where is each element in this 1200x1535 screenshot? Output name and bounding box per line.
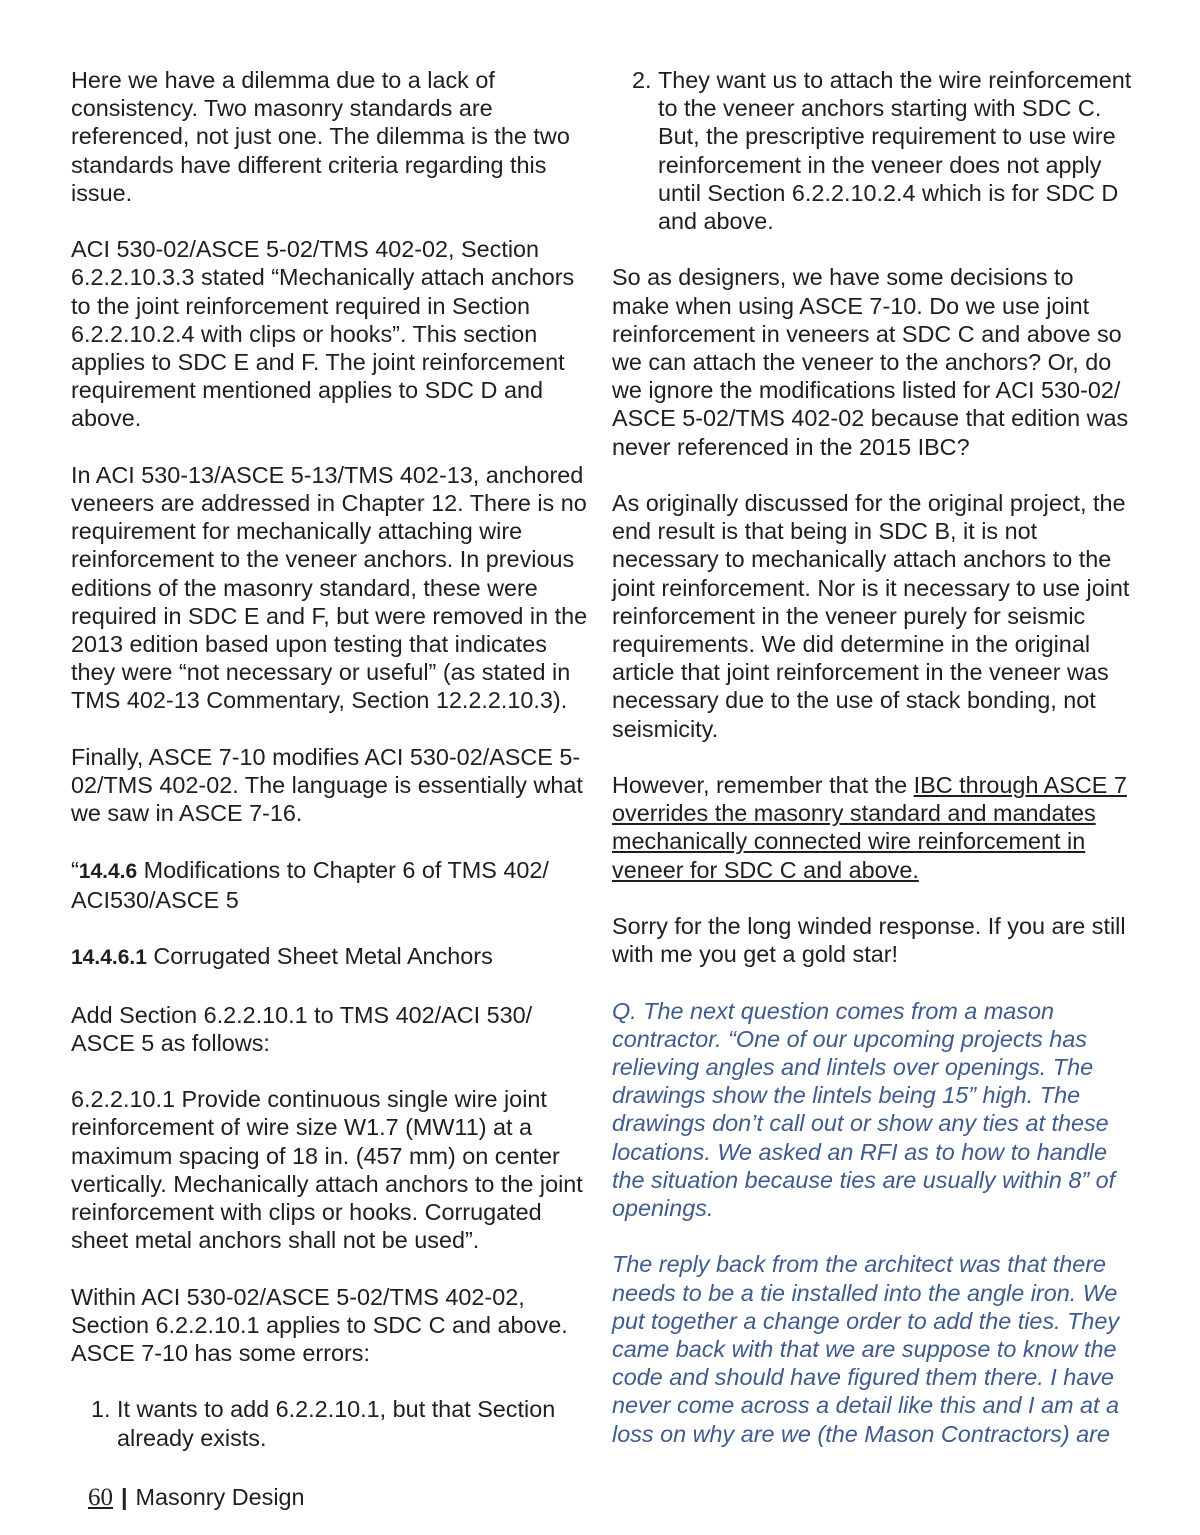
- section-number-14-4-6: 14.4.6: [78, 859, 138, 883]
- question-paragraph-2: The reply back from the architect was that there needs to be a tie installed into the angle iron. We put together a change order to add the ties. They came back with that we are suppose to know the code and should have figured them there. I have never come across a detail like this and I am at a loss on why are we (the Mason Contractors) are: [612, 1251, 1120, 1447]
- errors-list-part-1: [71, 1395, 593, 1451]
- paragraph-6-2-2-10-1: 6.2.2.10.1 Provide continuous single wire joint reinforcement of wire size W1.7 (MW11) at a maximum spacing of 18 in. (457 mm) on center vertically. Mechanically attach anchors to the joint reinforcement with clips or hooks. Corrugated sheet metal anchors shall not be used”.: [71, 1086, 583, 1254]
- section-title-14-4-6-1: Corrugated Sheet Metal Anchors: [146, 943, 493, 970]
- list-item: 2. They want us to attach the wire reinforcement to the veneer anchors starting with SDC C. But, the prescriptive requirement to use wire reinforcement in the veneer does not apply until Section 6.2.2.10.2.4 which is for SDC D and above.: [658, 66, 1134, 235]
- footer-separator: |: [121, 1484, 128, 1510]
- paragraph-ibc-overrides: [612, 771, 1134, 884]
- opening-quote: “: [71, 856, 79, 883]
- paragraph-asce-7-10: Finally, ASCE 7-10 modifies ACI 530-02/ASCE 5-02/TMS 402-02. The language is essentially what we saw in ASCE 7-16.: [71, 743, 583, 827]
- paragraph-add-section: Add Section 6.2.2.10.1 to TMS 402/ACI 530/ ASCE 5 as follows:: [71, 1001, 533, 1056]
- paragraph-designers-decisions: So as designers, we have some decisions to make when using ASCE 7-10. Do we use joint reinforcement in veneers at SDC C and above so we can attach the veneer to the anchors? Or, do we ignore the modifications listed for ACI 530-02/ ASCE 5-02/TMS 402-02 because that edition was never referenced in the 2015 IBC?: [612, 264, 1129, 460]
- paragraph-within-aci: Within ACI 530-02/ASCE 5-02/TMS 402-02, Section 6.2.2.10.1 applies to SDC C and above. ASCE 7-10 has some errors:: [71, 1283, 568, 1367]
- paragraph-gold-star: Sorry for the long winded response. If you are still with me you get a gold star!: [612, 913, 1126, 968]
- publication-name: Masonry Design: [135, 1484, 305, 1510]
- paragraph-aci-530-02: ACI 530-02/ASCE 5-02/TMS 402-02, Section 6.2.2.10.3.3 stated “Mechanically attach anchors to the joint reinforcement required in Section 6.2.2.10.2.4 with clips or hooks”. This section applies to SDC E and F. The joint reinforcement requirement mentioned applies to SDC D and above.: [71, 236, 575, 432]
- ibc-underlined-text: IBC through ASCE 7 overrides the masonry standard and mandates mechanically connected wire reinforcement in veneer for SDC C and above.: [612, 772, 1127, 883]
- errors-list-part-2: [612, 66, 1134, 235]
- left-column: [71, 66, 593, 1452]
- paragraph-section-14-4-6: [71, 856, 593, 914]
- paragraph-original-project: As originally discussed for the original project, the end result is that being in SDC B, it is not necessary to mechanically attach anchors to the joint reinforcement. Nor is it necessary to use joint reinforcement in the veneer purely for seismic requirements. We did determine in the original article that joint reinforcement in the veneer was necessary due to the use of stack bonding, not seismicity.: [612, 490, 1130, 742]
- page-footer: [88, 1482, 305, 1513]
- question-paragraph-1: Q. The next question comes from a mason contractor. “One of our upcoming projects has relieving angles and lintels over openings. The drawings show the lintels being 15” high. The drawings don’t call out or show any ties at these locations. We asked an RFI as to how to handle the situation because ties are usually within 8” of openings.: [612, 997, 1116, 1222]
- ibc-lead-text: However, remember that the: [612, 772, 914, 799]
- page-number: 60: [88, 1484, 113, 1511]
- paragraph-dilemma: Here we have a dilemma due to a lack of consistency. Two masonry standards are referenced, not just one. The dilemma is the two standards have different criteria regarding this issue.: [71, 67, 570, 206]
- right-column: [612, 66, 1134, 1476]
- section-number-14-4-6-1: 14.4.6.1: [71, 946, 147, 970]
- list-item: 1. It wants to add 6.2.2.10.1, but that Section already exists.: [117, 1395, 593, 1451]
- paragraph-section-14-4-6-1: [71, 942, 593, 972]
- section-title-14-4-6: Modifications to Chapter 6 of TMS 402/ ACI530/ASCE 5: [71, 856, 549, 913]
- paragraph-aci-530-13: In ACI 530-13/ASCE 5-13/TMS 402-13, anchored veneers are addressed in Chapter 12. There is no requirement for mechanically attaching wire reinforcement to the veneer anchors. In previous editions of the masonry standard, these were required in SDC E and F, but were removed in the 2013 edition based upon testing that indicates they were “not necessary or useful” (as stated in TMS 402-13 Commentary, Section 12.2.2.10.3).: [71, 461, 588, 714]
